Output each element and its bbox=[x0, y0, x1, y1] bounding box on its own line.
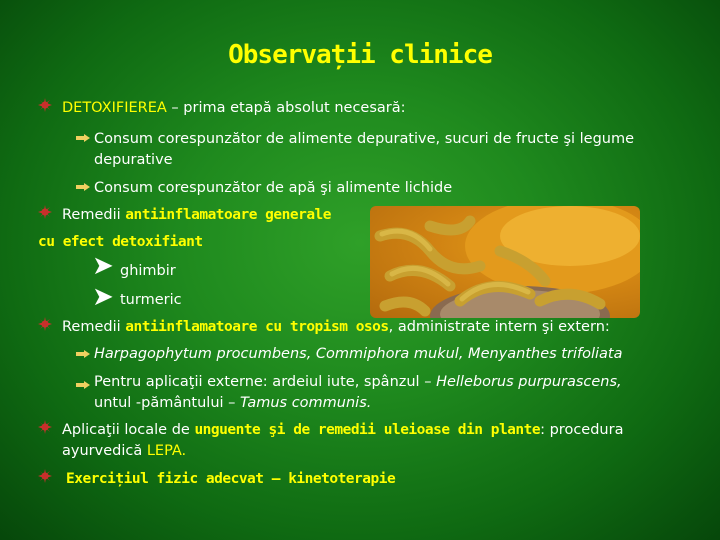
aplicatii-lepa: LEPA. bbox=[146, 443, 187, 459]
aplicatii-pre: Aplicaţii locale de bbox=[62, 422, 195, 438]
star-bullet-icon bbox=[38, 317, 52, 331]
aplicatii-rest: : procedura bbox=[540, 422, 624, 438]
chevron-right-icon: ➤ bbox=[92, 282, 114, 312]
sub-item-4-pre: Pentru aplicaţii externe: ardeiul iute, spânzul – bbox=[94, 374, 437, 390]
star-bullet-icon bbox=[38, 98, 52, 112]
remedii-generale-line2: cu efect detoxifiant bbox=[38, 234, 203, 250]
arrow-bullet-icon bbox=[76, 381, 90, 389]
star-bullet-icon bbox=[38, 420, 52, 434]
turmeric-image bbox=[370, 206, 640, 318]
herb-ghimbir: ghimbir bbox=[120, 263, 176, 279]
turmeric-photo bbox=[370, 206, 640, 318]
exercitiu-line: Exercițiul fizic adecvat – kinetoterapie bbox=[66, 471, 396, 487]
sub-item-1-line2: depurative bbox=[94, 152, 173, 168]
remedii-generale-bold: antiinflamatoare generale bbox=[125, 207, 332, 223]
detox-label: DETOXIFIEREA bbox=[62, 100, 167, 116]
sub-item-4-line2-pre: untul -pământului – bbox=[94, 395, 241, 411]
arrow-bullet-icon bbox=[76, 134, 90, 142]
detox-line bbox=[62, 99, 406, 117]
remedii-osos-bold: antiinflamatoare cu tropism osos bbox=[125, 319, 389, 335]
arrow-bullet-icon bbox=[76, 183, 90, 191]
slide-title: Observații clinice bbox=[228, 40, 492, 70]
detox-rest: – prima etapă absolut necesară: bbox=[166, 100, 406, 116]
herb-turmeric: turmeric bbox=[120, 292, 182, 308]
aplicatii-line2 bbox=[62, 442, 186, 460]
arrow-bullet-icon bbox=[76, 350, 90, 358]
sub-item-2: Consum corespunzător de apă şi alimente lichide bbox=[94, 180, 453, 196]
aplicatii-bold: unguente şi de remedii uleioase din plante bbox=[194, 422, 541, 438]
star-bullet-icon bbox=[38, 469, 52, 483]
aplicatii-line bbox=[62, 421, 623, 439]
sub-item-4-line2 bbox=[94, 394, 371, 412]
remedii-osos-rest: , administrate intern şi extern: bbox=[388, 319, 610, 335]
sub-item-4-line1 bbox=[94, 373, 622, 391]
remedii-osos-pre: Remedii bbox=[62, 319, 126, 335]
chevron-right-icon: ➤ bbox=[92, 251, 114, 281]
remedii-generale-line bbox=[62, 206, 331, 224]
sub-item-4-line2-italic: Tamus communis. bbox=[240, 395, 372, 411]
remedii-generale-pre: Remedii bbox=[62, 207, 126, 223]
sub-item-1-line1: Consum corespunzător de alimente depurative, sucuri de fructe şi legume bbox=[94, 131, 635, 147]
sub-item-4-italic: Helleborus purpurascens, bbox=[436, 374, 622, 390]
star-bullet-icon bbox=[38, 205, 52, 219]
aplicatii-line2-pre: ayurvedică bbox=[62, 443, 147, 459]
remedii-osos-line bbox=[62, 318, 610, 336]
sub-item-3: Harpagophytum procumbens, Commiphora mukul, Menyanthes trifoliata bbox=[94, 346, 623, 362]
